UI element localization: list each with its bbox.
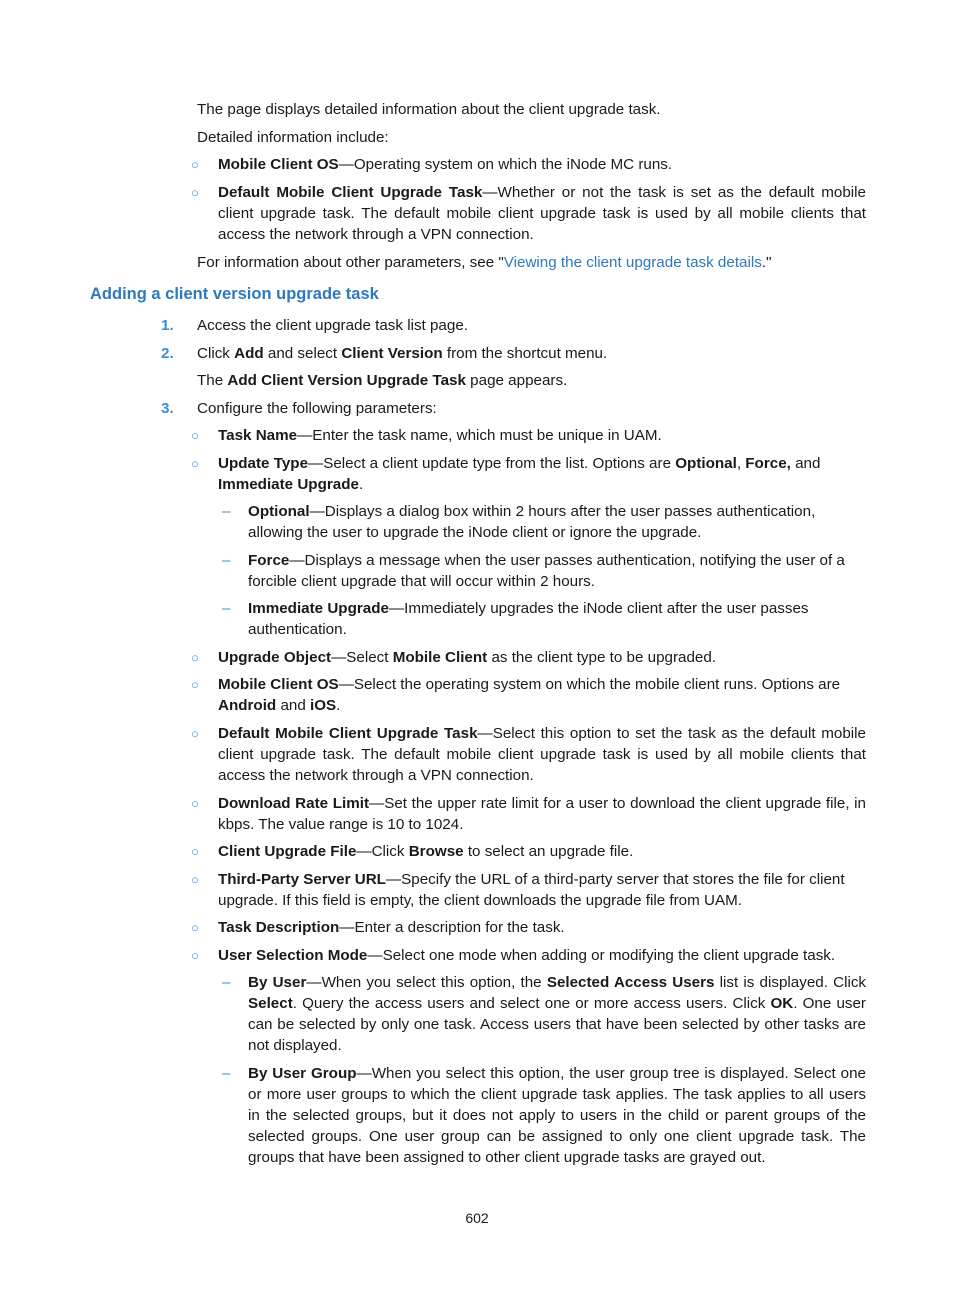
section-heading: Adding a client version upgrade task [90, 285, 379, 303]
param-download-limit: ○ Download Rate Limit—Set the upper rate limit for a user to download the client upgrade file, in kbps. The value range is 10 to 1024. [191, 795, 866, 833]
step-2-note: The Add Client Version Upgrade Task page appears. [197, 372, 568, 389]
param-update-type: ○ Update Type—Select a client update type from the list. Options are Optional, Force, and Immediate Upgrade. [191, 455, 821, 493]
param-default-task: ○ Default Mobile Client Upgrade Task—Select this option to set the task as the default mobile client upgrade task. The default mobile client upgrade task is used by all mobile clients that access the network through a VPN connection. [191, 725, 866, 784]
mode-by-user-group: – By User Group—When you select this option, the user group tree is displayed. Select one or more user groups to which the client upgrade task applies. The task applies to all users in the selected groups, but it does not apply to users in the child or parent groups of the selected groups. One user group can be assigned to only one client upgrade task. The groups that have been assigned to other client upgrade tasks are grayed out. [222, 1065, 866, 1166]
param-third-party-url: ○ Third-Party Server URL—Specify the URL of a third-party server that stores the file for client upgrade. If this field is empty, the client downloads the upgrade file from UAM. [191, 871, 845, 909]
option-immediate: – Immediate Upgrade—Immediately upgrades the iNode client after the user passes authentication. [222, 600, 809, 638]
circle-bullet-icon: ○ [191, 948, 199, 963]
param-task-name: ○ Task Name—Enter the task name, which must be unique in UAM. [191, 427, 662, 444]
option-force: – Force—Displays a message when the user passes authentication, notifying the user of a forcible client upgrade that will occur within 2 hours. [222, 552, 845, 590]
step-number: 2. [161, 345, 174, 362]
circle-bullet-icon: ○ [191, 677, 199, 692]
circle-bullet-icon: ○ [191, 872, 199, 887]
dash-bullet-icon: – [222, 1065, 231, 1082]
details-link[interactable]: Viewing the client upgrade task details [503, 254, 762, 271]
circle-bullet-icon: ○ [191, 726, 199, 741]
circle-bullet-icon: ○ [191, 456, 199, 471]
step-number: 1. [161, 317, 174, 334]
circle-bullet-icon: ○ [191, 844, 199, 859]
step-2: 2. Click Add and select Client Version from the shortcut menu. [161, 345, 608, 362]
page-number: 602 [465, 1210, 489, 1226]
circle-bullet-icon: ○ [191, 796, 199, 811]
circle-bullet-icon: ○ [191, 920, 199, 935]
dash-bullet-icon: – [222, 600, 231, 617]
circle-bullet-icon: ○ [191, 157, 199, 172]
param-user-selection-mode: ○ User Selection Mode—Select one mode when adding or modifying the client upgrade task. [191, 947, 836, 964]
step-1: 1. Access the client upgrade task list page. [161, 317, 468, 334]
circle-bullet-icon: ○ [191, 428, 199, 443]
circle-bullet-icon: ○ [191, 185, 199, 200]
dash-bullet-icon: – [222, 503, 231, 520]
circle-bullet-icon: ○ [191, 650, 199, 665]
list-item: ○ Default Mobile Client Upgrade Task—Whether or not the task is set as the default mobile client upgrade task. The default mobile client upgrade task is used by all mobile clients that access the network through a VPN connection. [191, 184, 866, 243]
param-upgrade-file: ○ Client Upgrade File—Click Browse to select an upgrade file. [191, 843, 634, 860]
reference-paragraph: For information about other parameters, see "Viewing the client upgrade task details." [197, 254, 772, 271]
option-optional: – Optional—Displays a dialog box within 2 hours after the user passes authentication, allowing the user to upgrade the iNode client or ignore the upgrade. [222, 503, 816, 541]
param-mobile-os: ○ Mobile Client OS—Select the operating system on which the mobile client runs. Options are Android and iOS. [191, 676, 841, 714]
step-3: 3. Configure the following parameters: [161, 400, 437, 417]
param-task-description: ○ Task Description—Enter a description for the task. [191, 919, 565, 936]
dash-bullet-icon: – [222, 974, 231, 991]
step-number: 3. [161, 400, 174, 417]
mode-by-user: – By User—When you select this option, the Selected Access Users list is displayed. Click Select. Query the access users and select one or more access users. Click OK. One user can be selected by only one task. Access users that have been selected by other tasks are not displayed. [222, 974, 867, 1054]
param-upgrade-object: ○ Upgrade Object—Select Mobile Client as the client type to be upgraded. [191, 649, 717, 666]
list-item: ○ Mobile Client OS—Operating system on which the iNode MC runs. [191, 156, 673, 173]
dash-bullet-icon: – [222, 552, 231, 569]
intro-list-lead: Detailed information include: [197, 129, 389, 146]
intro-paragraph: The page displays detailed information about the client upgrade task. [197, 101, 661, 118]
